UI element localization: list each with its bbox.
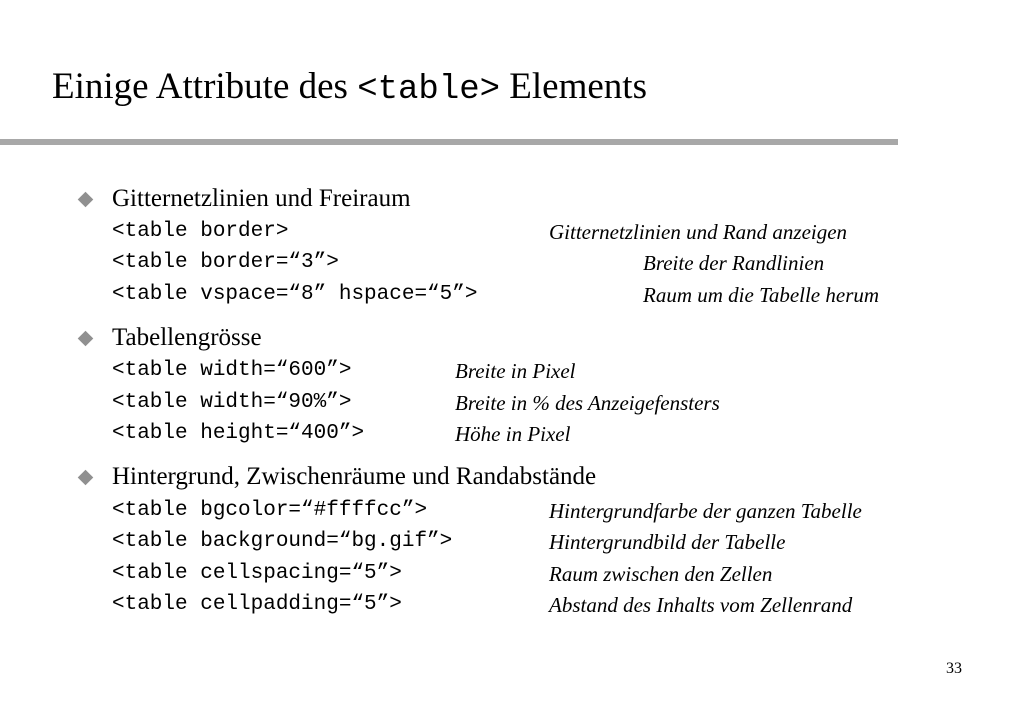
code-line: <table height=“400”> [112,422,365,445]
code-description: Höhe in Pixel [455,422,571,446]
code-line: <table vspace=“8” hspace=“5”> [112,283,478,306]
code-line: <table cellspacing=“5”> [112,562,402,585]
code-line: <table background=“bg.gif”> [112,530,453,553]
code-line: <table border=“3”> [112,251,339,274]
code-line: <table bgcolor=“#ffffcc”> [112,499,428,522]
diamond-bullet-icon [78,331,94,347]
code-description: Raum um die Tabelle herum [643,283,880,307]
code-line: <table width=“600”> [112,359,352,382]
code-description: Abstand des Inhalts vom Zellenrand [549,593,853,617]
diamond-bullet-icon [78,470,94,486]
diamond-bullet-icon [78,192,94,208]
title-divider [0,139,898,145]
title-code: <table> [357,71,501,109]
slide-title [52,64,647,113]
code-description: Breite in Pixel [455,359,576,383]
code-description: Hintergrundfarbe der ganzen Tabelle [549,499,862,523]
code-line: <table border> [112,220,289,243]
code-description: Hintergrundbild der Tabelle [549,530,786,554]
code-description: Raum zwischen den Zellen [549,562,773,586]
section-heading: Gitternetzlinien und Freiraum [112,185,411,212]
page-number: 33 [946,660,962,677]
code-description: Breite der Randlinien [643,251,825,275]
section-heading: Tabellengrösse [112,324,262,351]
code-description: Gitternetzlinien und Rand anzeigen [549,220,848,244]
code-description: Breite in % des Anzeigefensters [455,391,720,415]
title-text-pre: Einige Attribute des [52,66,358,107]
title-text-post: Elements [500,66,647,107]
section-heading: Hintergrund, Zwischenräume und Randabstände [112,463,597,490]
code-line: <table width=“90%”> [112,391,352,414]
code-line: <table cellpadding=“5”> [112,593,402,616]
